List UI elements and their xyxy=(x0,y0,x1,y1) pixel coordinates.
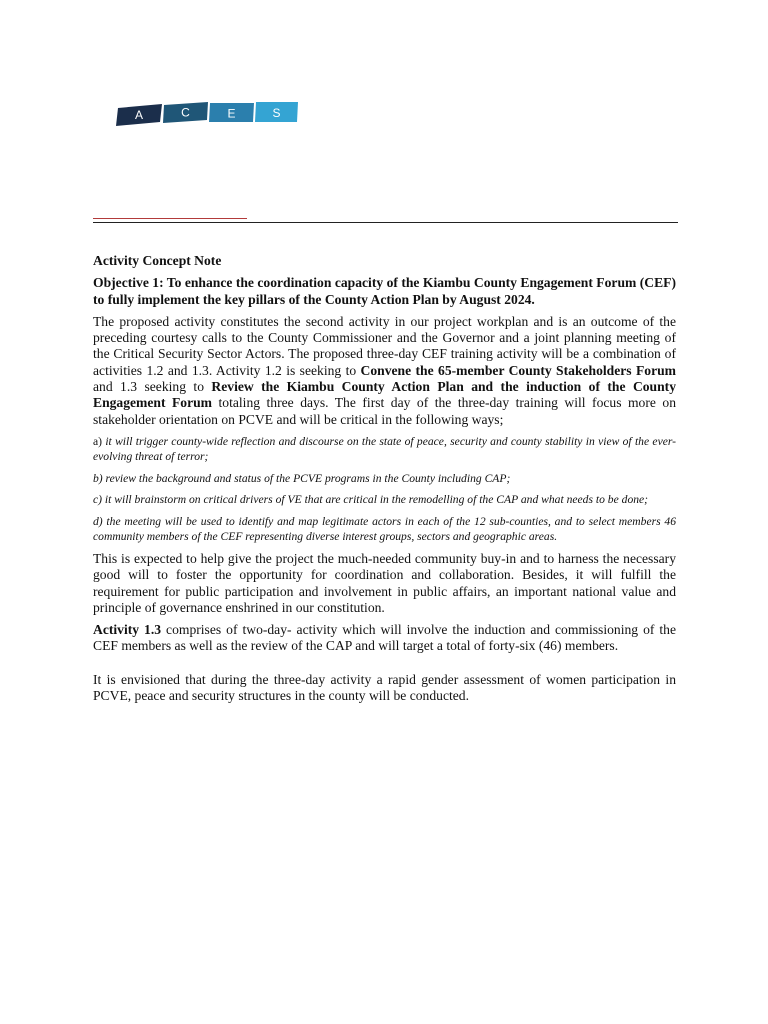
logo-tile-c xyxy=(163,102,208,123)
list-item-b xyxy=(93,471,676,487)
list-item-a xyxy=(93,434,676,465)
logo-tile-e xyxy=(209,103,254,122)
list-item-text: c) it will brainstorm on critical drivers of VE that are critical in the remodelling of the CAP and what needs to be done; xyxy=(93,493,649,507)
intro-text-2: and 1.3 seeking to xyxy=(93,379,212,395)
aces-logo xyxy=(116,102,298,126)
svg-text:S: S xyxy=(272,106,281,120)
header-accent-rule xyxy=(93,218,247,219)
objective-statement: Objective 1: To enhance the coordination capacity of the Kiambu County Engagement Forum (CEF) to fully implement the key pillars of the County Action Plan by August 2024. xyxy=(93,275,676,307)
activity-1-3-paragraph xyxy=(93,622,676,655)
document-body xyxy=(93,253,676,710)
activity-1-3-text: comprises of two-day- activity which will involve the induction and commissioning of the CEF members as well as the review of the CAP and will target a total of forty-six (46) members. xyxy=(93,622,676,654)
header-rule xyxy=(93,222,678,223)
list-item-prefix: a) xyxy=(93,434,106,448)
activity-1-3-label: Activity 1.3 xyxy=(93,622,162,638)
svg-text:C: C xyxy=(181,105,190,120)
svg-text:E: E xyxy=(227,106,236,121)
intro-text-1: The proposed activity constitutes the second activity in our project workplan and is an outcome of the preceding courtesy calls to the County Commissioner and the Governor and a joint planning meeting of the Critical Security Sector Actors. The proposed three-day CEF training activity will be a combination of activities 1.2 and 1.3. Activity 1.2 is seeking to xyxy=(93,313,676,378)
community-buyin-paragraph: This is expected to help give the project the much-needed community buy-in and to harness the necessary good will to foster the opportunity for coordination and collaboration. Besides, it will fulfill the requirement for public participation and involvement in public affairs, an important national value and principle of governance enshrined in our constitution. xyxy=(93,550,676,615)
gender-assessment-paragraph: It is envisioned that during the three-day activity a rapid gender assessment of women participation in PCVE, peace and security structures in the county will be conducted. xyxy=(93,671,676,704)
svg-text:A: A xyxy=(134,108,144,122)
intro-paragraph xyxy=(93,314,676,428)
document-title: Activity Concept Note xyxy=(93,253,222,268)
list-item-text: b) review the background and status of the PCVE programs in the County including CAP; xyxy=(93,471,511,485)
intro-bold-1: Convene the 65-member County Stakeholders Forum xyxy=(360,362,676,378)
logo-tile-a xyxy=(116,104,162,126)
intro-bold-2: Review the Kiambu County Action Plan and the induction of the County Engagement Forum xyxy=(93,379,677,411)
logo-tile-s xyxy=(255,102,298,122)
list-item-d xyxy=(93,514,676,545)
list-item-text: it will trigger county-wide reflection and discourse on the state of peace, security and county stability in view of the ever-evolving threat of terror; xyxy=(93,434,677,464)
list-item-c xyxy=(93,492,676,508)
intro-text-3: totaling three days. The first day of the three-day training will focus more on stakeholder orientation on PCVE and will be critical in the following ways; xyxy=(93,395,676,427)
list-item-text: d) the meeting will be used to identify and map legitimate actors in each of the 12 sub-counties, and to select members 46 community members of the CEF representing diverse interest groups, sectors and geographic areas. xyxy=(93,514,676,544)
